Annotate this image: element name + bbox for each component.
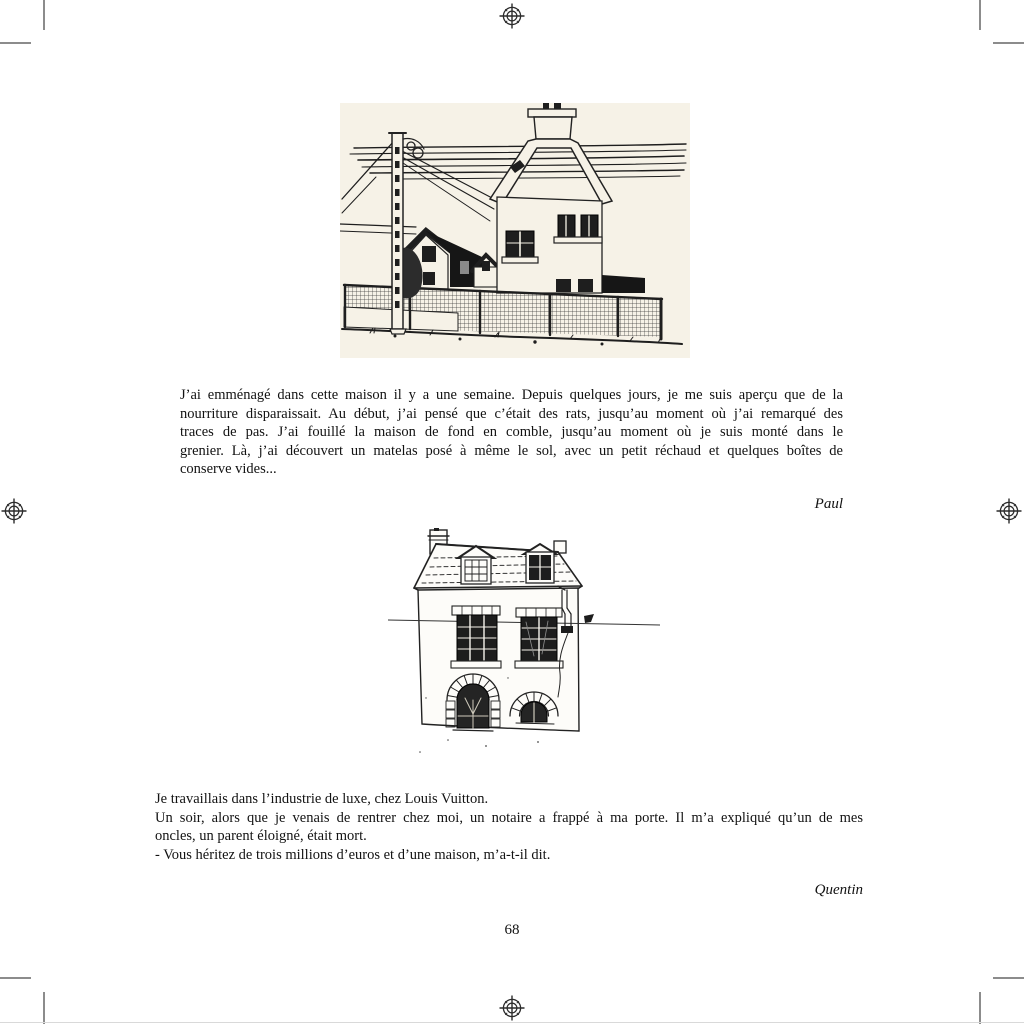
basement-window: [556, 279, 571, 292]
author-signature-paul: Paul: [814, 496, 843, 512]
crop-mark-top-right-vertical: [979, 0, 981, 30]
basement-window: [578, 279, 593, 292]
crop-mark-top-left-vertical: [43, 0, 45, 30]
chimney-pot: [554, 103, 561, 109]
story-quentin-text: [155, 790, 863, 864]
side-extension: [602, 275, 645, 293]
text-line: Je travaillais dans l’industrie de luxe, chez Louis Vuitton.: [155, 791, 489, 807]
author-signature-quentin: Quentin: [814, 882, 863, 898]
chimney: [534, 117, 572, 139]
text-line: J’ai emménagé dans cette maison il y a une semaine. Depuis quelques jours, je me suis aperçu que de la: [180, 387, 843, 403]
house-illustration-top: [340, 103, 690, 358]
text-line: nourriture disparaissait. Au début, j’ai pensé que c’était des rats, jusqu’au moment où j’ai remarqué des: [180, 405, 843, 422]
window-left: [451, 606, 501, 668]
story-paul-text: [180, 386, 843, 479]
registration-mark-left-middle-icon: [1, 498, 27, 524]
text-line: Un soir, alors que je venais de rentrer chez moi, un notaire a frappé à ma porte. Il m’a expliqué qu’un de mes: [155, 809, 863, 826]
house-illustration-bottom: [388, 528, 660, 773]
crop-mark-bottom-left-horizontal: [0, 977, 31, 979]
registration-mark-top-center-icon: [499, 3, 525, 29]
crop-mark-bottom-right-vertical: [979, 992, 981, 1024]
crop-mark-bottom-right-horizontal: [993, 977, 1024, 979]
page-number: 68: [504, 922, 520, 938]
dormer-right: [524, 544, 556, 583]
window-sill: [502, 257, 538, 263]
scan-edge-line: [0, 1022, 1024, 1023]
text-line: traces de pas. J’ai fouillé la maison de fond en comble, jusqu’au moment où je suis monté dans le: [180, 424, 843, 440]
crop-mark-top-left-horizontal: [0, 42, 31, 44]
window-right: [515, 608, 563, 668]
chimney-cap: [528, 109, 576, 117]
text-line: conserve vides...: [180, 461, 277, 477]
slate-roof: [414, 544, 582, 592]
text-line: grenier. Là, j’ai découvert un matelas posé à même le sol, avec un petit réchaud et quelques boîtes de: [180, 442, 843, 459]
registration-mark-bottom-center-icon: [499, 995, 525, 1021]
window-sill: [554, 237, 602, 243]
pole-base: [390, 329, 406, 334]
wire-bracket: [584, 614, 594, 623]
chimney-pot: [543, 103, 549, 109]
crop-mark-bottom-left-vertical: [43, 992, 45, 1024]
text-line: oncles, un parent éloigné, était mort.: [155, 828, 367, 844]
crop-mark-top-right-horizontal: [993, 42, 1024, 44]
text-line: - Vous héritez de trois millions d’euros et d’une maison, m’a-t-il dit.: [155, 846, 551, 863]
registration-mark-right-middle-icon: [996, 498, 1022, 524]
